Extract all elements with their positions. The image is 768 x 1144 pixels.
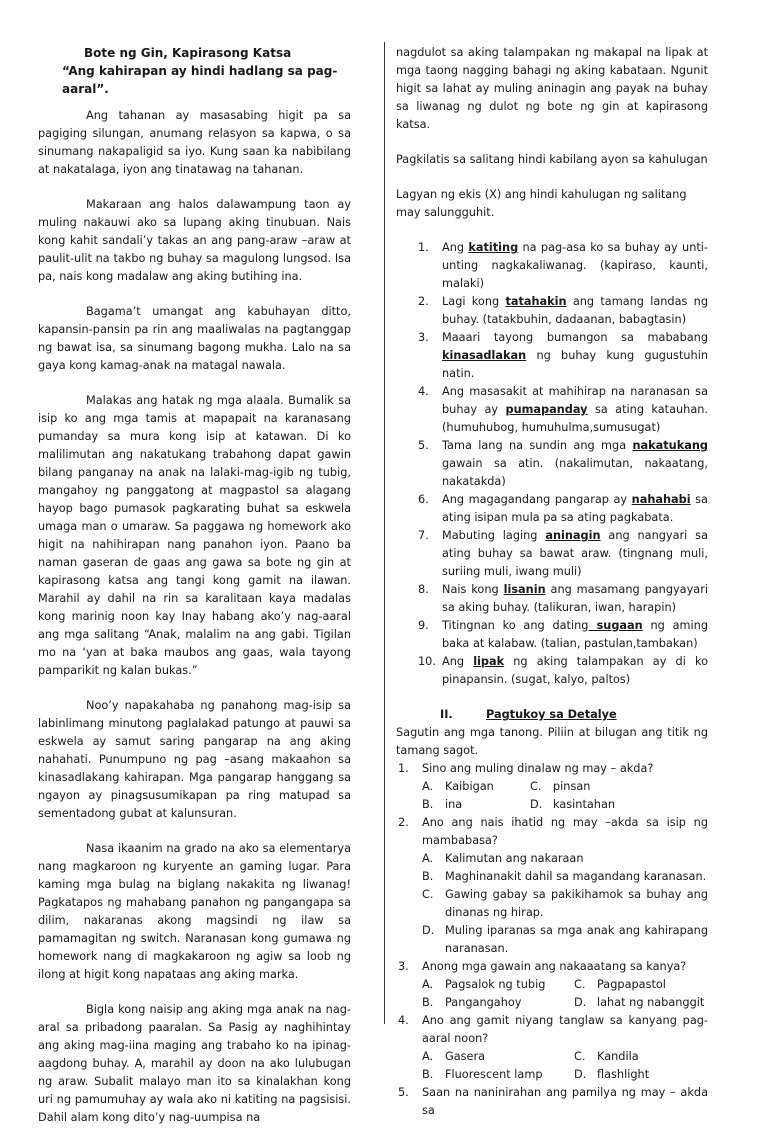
keyword: tatahakin xyxy=(505,295,567,308)
left-column xyxy=(38,44,351,1144)
story-paragraph-3: Bagama’t umangat ang kabuhayan ditto, kapansin-pansin pa rin ang maaliwalas na pagtanggap ng bawat isa, sa sinumang bagong mukha. Lalo na sa gaya kong kamag-anak na matagal nawala. xyxy=(38,305,351,372)
vocab-item: 2. Lagi kong tatahakin ang tamang landas ng buhay. (tatakbuhin, dadaanan, babagtasin) xyxy=(418,295,709,326)
vocab-item: 5. Tama lang na sundin ang mga nakatukang gawain sa atin. (nakalimutan, nakaatang, nakatakda) xyxy=(418,439,708,488)
option-b: B. ina xyxy=(422,798,463,811)
question-5: 5. Saan na naninirahan ang pamilya ng may – akda sa xyxy=(398,1086,708,1117)
section-title: Pagtukoy sa Detalye xyxy=(486,708,617,721)
keyword: nahahabi xyxy=(631,493,691,506)
vocab-item: 4. Ang masasakit at mahihirap na naranasan sa buhay ay pumapanday sa ating katauhan. (humuhubog, humuhulma,sumusugat) xyxy=(418,385,709,434)
option-b: B. Fluorescent lamp xyxy=(422,1068,543,1081)
question-text: Saan na naninirahan ang pamilya ng may – akda sa xyxy=(422,1086,708,1117)
section-number: II. xyxy=(440,708,453,721)
vocab-item: 8. Nais kong lisanin ang masamang pangyayari sa aking buhay. (talikuran, iwan, harapin) xyxy=(418,583,708,614)
question-text: Sino ang muling dinalaw ng may – akda? xyxy=(422,762,654,775)
keyword: kinasadlakan xyxy=(442,349,527,362)
option-a: A. Gasera xyxy=(422,1050,486,1063)
exercise-1-instruction: Lagyan ng ekis (X) ang hindi kahulugan ng salitang may salungguhit. xyxy=(396,188,687,219)
keyword: lipak xyxy=(473,655,505,668)
question-list xyxy=(396,760,708,1120)
option-d: D. flashlight xyxy=(574,1068,650,1081)
title-line-1: Bote ng Gin, Kapirasong Katsa xyxy=(84,46,292,60)
option-c: C. Gawing gabay sa pakikihamok sa buhay ang dinanas ng hirap. xyxy=(422,888,708,919)
question-text: Ano ang gamit niyang tanglaw sa kanyang pag-aaral noon? xyxy=(422,1014,708,1045)
question-text: Anong mga gawain ang nakaaatang sa kanya? xyxy=(422,960,687,973)
title-line-2: “Ang kahirapan ay hindi hadlang sa pag-aaral”. xyxy=(62,64,338,96)
story-paragraph-1: Ang tahanan ay masasabing higit pa sa pagiging silungan, anumang relasyon sa kapwa, o sa sinumang nakapaligid sa iyo. Kung saan ka nabibilang at nakatalaga, iyon ang tinatawag na tahanan. xyxy=(38,109,351,176)
vocab-item: 9. Titingnan ko ang dating sugaan ng aming baka at kalabaw. (talian, pastulan,tambakan) xyxy=(418,619,708,650)
vocab-item: 7. Mabuting laging aninagin ang nangyari sa ating buhay sa bawat araw. (tingnang muli, suriing muli, iwang muli) xyxy=(418,529,708,578)
question-2: 2. Ano ang nais ihatid ng may –akda sa isip ng mambabasa? A. Kalimutan ang nakaraan B. Maghinanakit dahil sa magandang karanasan. C. Gawing gabay sa pakikihamok sa buhay ang dinanas ng hirap. D. Muling iparanas sa mga anak ang kahirapang naranasan. xyxy=(396,814,708,958)
option-d: D. kasintahan xyxy=(530,798,616,811)
right-column xyxy=(396,44,708,1120)
vocab-item: 3. Maaari tayong bumangon sa mababang kinasadlakan ng buhay kung gugustuhin natin. xyxy=(418,331,708,380)
options xyxy=(422,976,708,1012)
story-title xyxy=(38,44,351,98)
option-c: C. Kandila xyxy=(574,1050,639,1063)
option-b: B. Pangangahoy xyxy=(422,996,522,1009)
story-paragraph-5: Noo’y napakahaba ng panahong mag-isip sa labinlimang minutong paglalakad patungo at pauwi sa eskwela ay samut saring pangarap na ang aking nahahati. Punumpuno ng pag –asang makaahon sa kinasadlakang kahirapan. Mga pangarap hanggang sa ngayon ay pinagsusumikapan pa ring matupad sa sementadong gubat at kalunsuran. xyxy=(38,699,351,820)
options xyxy=(422,1048,708,1084)
section-2-instruction: Sagutin ang mga tanong. Piliin at bilugan ang titik ng tamang sagot. xyxy=(396,726,708,757)
option-b: B. Maghinanakit dahil sa magandang karanasan. xyxy=(422,870,707,883)
option-d: D. Muling iparanas sa mga anak ang kahirapang naranasan. xyxy=(422,924,708,955)
options xyxy=(422,850,708,958)
question-3: 3. Anong mga gawain ang nakaaatang sa kanya? A. Pagsalok ng tubig C. Pagpapastol B. Pangangahoy D. lahat ng nabanggit xyxy=(396,958,708,1012)
option-d: D. lahat ng nabanggit xyxy=(574,996,705,1009)
options xyxy=(422,778,708,814)
exercise-1-heading: Pagkilatis sa salitang hindi kabilang ayon sa kahulugan xyxy=(396,153,708,166)
question-4: 4. Ano ang gamit niyang tanglaw sa kanyang pag-aaral noon? A. Gasera C. Kandila B. Fluorescent lamp D. flashlight xyxy=(396,1012,708,1084)
keyword: pumapanday xyxy=(505,403,588,416)
keyword: sugaan xyxy=(588,619,643,632)
story-paragraph-4: Malakas ang hatak ng mga alaala. Bumalik sa isip ko ang mga tamis at mapapait na karanasang pumanday sa mura kong isip at katawan. Di ko malilimutan ang nakatukang trabahong dapat gawin bilang panganay na anak na lalaki-mag-igib ng tubig, mangahoy ng panggatong at magpastol sa alagang hayop bago pumasok pagkarating buhat sa eskwela umaga man o umaraw. Sa paggawa ng homework ako higit na nahihirapan nang panahon iyon. Paano ba naman gaseran de gaas ang gawa sa bote ng gin at kapirasong katsa ang tangi kong gamit na ilawan. Marahil ay dahil na rin sa karalitaan kaya madalas kong marinig noon kay Inay habang ako’y nag-aaral ang mga salitang “Anak, malalim na ang gabi. Tigilan mo na ‘yan at baka maubos ang gaas, wala tayong pamparikit ng kalan bukas.” xyxy=(38,394,351,677)
question-1: 1. Sino ang muling dinalaw ng may – akda? A. Kaibigan C. pinsan B. ina D. kasintahan xyxy=(396,760,708,814)
vocab-item: 10. Ang lipak ng aking talampakan ay di ko pinapansin. (sugat, kalyo, paltos) xyxy=(418,655,709,686)
column-divider xyxy=(384,42,385,1024)
option-a: A. Pagsalok ng tubig xyxy=(422,978,546,991)
section-2-heading xyxy=(396,706,708,724)
vocab-item: 6. Ang magagandang pangarap ay nahahabi sa ating isipan mula pa sa ating pagkabata. xyxy=(418,493,708,524)
question-text: Ano ang nais ihatid ng may –akda sa isip ng mambabasa? xyxy=(422,816,708,847)
option-c: C. Pagpapastol xyxy=(574,978,666,991)
story-paragraph-6: Nasa ikaanim na grado na ako sa elementarya nang magkaroon ng kuryente an gaming lugar. Para kaming mga bulag na biglang nakakita ng liwanag! Pagkatapos ng mahabang panahon ng pangangapa sa dilim, nakaranas akong magsindi ng ilaw sa pamamagitan ng switch. Naranasan kong gumawa ng homework nang di magkakaroon ng agiw sa loob ng ilong at higit kong napataas ang aking marka. xyxy=(38,842,351,981)
vocab-list xyxy=(396,239,708,689)
keyword: nakatukang xyxy=(632,439,708,452)
story-paragraph-7: Bigla kong naisip ang aking mga anak na nag-aral sa pribadong paaralan. Sa Pasig ay naghihintay ang aking mag-iina maging ang trabaho ko na ipinag-aagdong buhay. A, marahil ay doon na ako lulubugan ng araw. Subalit malayo man ito sa kinalakhan kong uri ng pamumuhay ay wala ako ni katiting na pagsisisi. Dahil alam kong dito’y nag-uumpisa na xyxy=(38,1003,351,1124)
option-a: A. Kalimutan ang nakaraan xyxy=(422,852,584,865)
vocab-item: 1. Ang katiting na pag-asa ko sa buhay ay unti-unting nagkakaliwanag. (kapiraso, kaunti, malaki) xyxy=(418,241,708,290)
story-paragraph-8: nagdulot sa aking talampakan ng makapal na lipak at mga taong nagging bahagi ng aking kabataan. Ngunit higit sa lahat ay muling aninagin ang payak na buhay sa liwanag ng dulot ng bote ng gin at kapirasong katsa. xyxy=(396,46,708,131)
keyword: lisanin xyxy=(503,583,546,596)
option-c: C. pinsan xyxy=(530,780,591,793)
keyword: aninagin xyxy=(545,529,601,542)
option-a: A. Kaibigan xyxy=(422,780,494,793)
story-paragraph-2: Makaraan ang halos dalawampung taon ay muling nakauwi ako sa lupang aking tinubuan. Nais kong kahit sandali’y takas an ang pang-araw –araw at paulit-ulit na takbo ng buhay sa magulong lungsod. Isa pa, nais kong madalaw ang aking butihing ina. xyxy=(38,198,351,283)
keyword: katiting xyxy=(468,241,519,254)
